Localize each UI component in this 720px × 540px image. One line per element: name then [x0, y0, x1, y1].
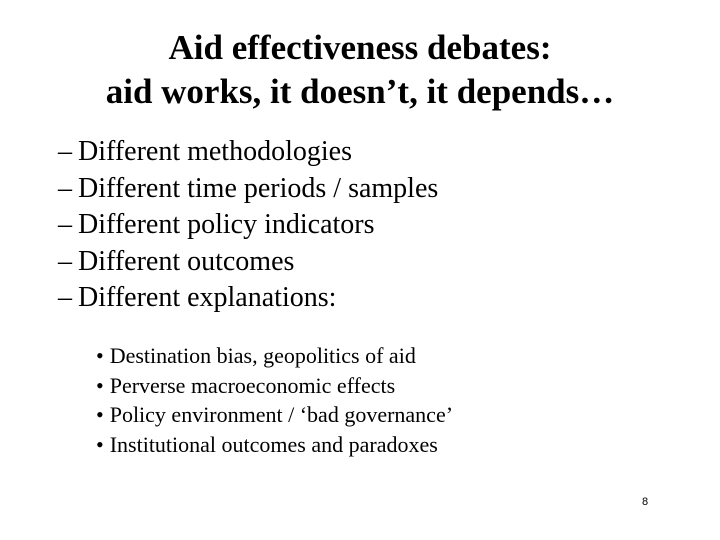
dash-bullet: –: [58, 245, 72, 277]
main-point-text: Different time periods / samples: [78, 172, 439, 204]
dot-bullet: •: [96, 402, 104, 427]
sub-point-text: Perverse macroeconomic effects: [109, 372, 396, 398]
dash-bullet: –: [58, 172, 72, 204]
sub-point: [96, 430, 453, 460]
sub-point: [96, 400, 453, 430]
dot-bullet: •: [96, 343, 104, 368]
sub-point: [96, 371, 453, 401]
sub-point-text: Destination bias, geopolitics of aid: [109, 343, 416, 368]
slide-title-line-2: aid works, it doesn’t, it depends…: [105, 72, 615, 111]
dot-bullet: •: [96, 431, 104, 457]
page-number: 8: [642, 496, 649, 508]
main-point-text: Different methodologies: [78, 136, 352, 167]
main-point-text: Different outcomes: [78, 245, 295, 277]
main-point: [58, 244, 438, 281]
sub-point-list: [96, 341, 453, 459]
main-point-list: [58, 134, 438, 317]
slide-title-line-1: Aid effectiveness debates:: [168, 28, 552, 67]
main-point: [58, 207, 438, 244]
sub-point: [96, 341, 453, 371]
main-point: [58, 134, 438, 171]
dash-bullet: –: [58, 209, 72, 240]
dash-bullet: –: [58, 136, 72, 167]
sub-point-text: Policy environment / ‘bad governance’: [109, 402, 454, 427]
main-point: [58, 280, 438, 317]
slide-title: [0, 26, 720, 114]
dot-bullet: •: [96, 372, 104, 398]
main-point-text: Different policy indicators: [78, 209, 375, 240]
main-point: [58, 171, 438, 208]
sub-point-text: Institutional outcomes and paradoxes: [109, 431, 438, 457]
main-point-text: Different explanations:: [78, 282, 337, 313]
dash-bullet: –: [58, 282, 72, 313]
